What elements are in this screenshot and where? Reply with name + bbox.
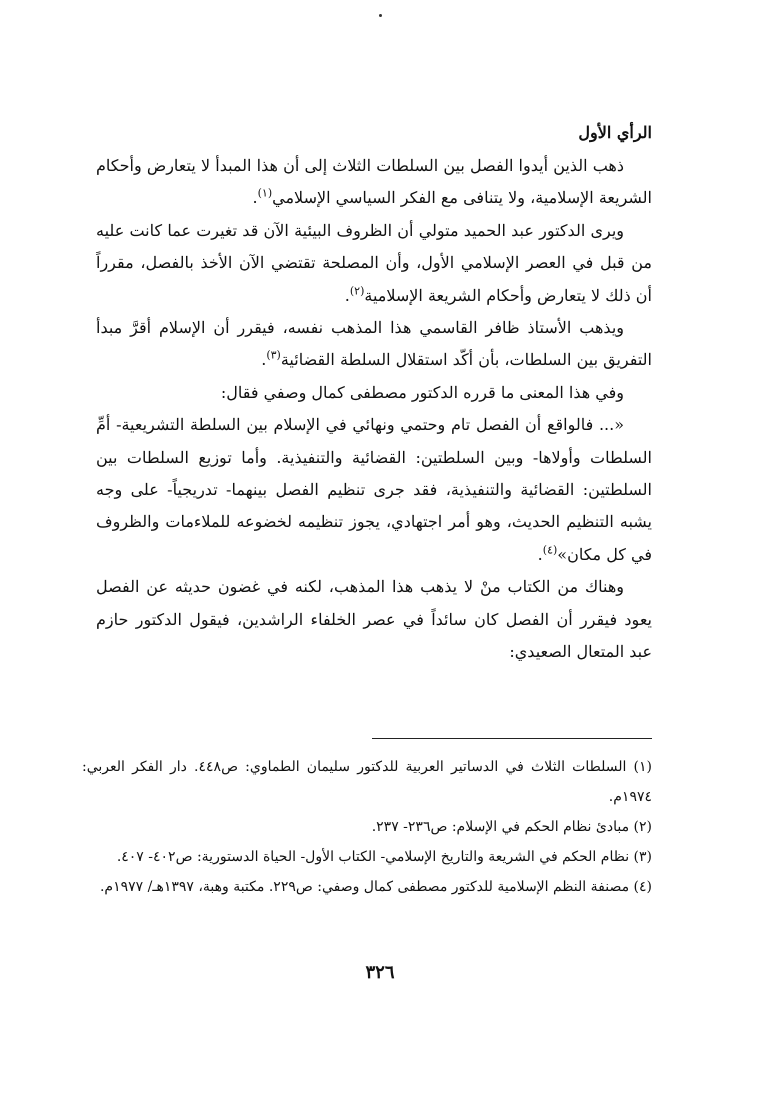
footnote-ref-1: (١) xyxy=(257,187,273,201)
paragraph-2: ويرى الدكتور عبد الحميد متولي أن الظروف البيئية الآن قد تغيرت عما كانت عليه من قبل في العصر الإسلامي الأول، وأن المصلحة تقتضي الآن الأخذ بالفصل، مقرراً أن ذلك لا يتعارض وأحكام الشريعة الإسلامية$^{(٢)}$. xyxy=(96,220,652,305)
footnote-divider xyxy=(372,738,652,739)
footnote-ref-3: (٣) xyxy=(266,349,281,363)
quote-paragraph: «... فالواقع أن الفصل تام وحتمي ونهائي في الإسلام بين السلطة التشريعية- أمِّ السلطات وأولاها- وبين السلطتين: القضائية والتنفيذية. وأما توزيع السلطات بين السلطتين: القضائية والتنفيذية، فقد جرى تنظيم الفصل بينهما- تدريجياً- على وجه يشبه التنظيم الحديث، وهو أمر اجتهادي، يجوز تنظيمه لخضوعه للملاءمات والظروف في كل مكان»$^{(٤)}$. xyxy=(96,415,652,564)
footnote-3: (٣) نظام الحكم في الشريعة والتاريخ الإسلامي- الكتاب الأول- الحياة الدستورية: ص٤٠٢- ٤٠٧. xyxy=(116,849,652,865)
section-heading: الرأي الأول xyxy=(578,123,652,142)
page-number: ٣٢٦ xyxy=(365,962,395,983)
footnote-1: (١) السلطات الثلاث في الدساتير العربية للدكتور سليمان الطماوي: ص٤٤٨. دار الفكر العربي: ١٩٧٤م. xyxy=(82,759,652,805)
footnote-2: (٢) مبادئ نظام الحكم في الإسلام: ص٢٣٦- ٢٣٧. xyxy=(371,819,652,835)
footnote-4: (٤) مصنفة النظم الإسلامية للدكتور مصطفى كمال وصفي: ص٢٢٩. مكتبة وهبة، ١٣٩٧هـ/ ١٩٧٧م. xyxy=(99,879,652,895)
footnote-ref-4: (٤) xyxy=(542,543,558,557)
paragraph-3: ويذهب الأستاذ ظافر القاسمي هذا المذهب نفسه، فيقرر أن الإسلام أقرَّ مبدأ التفريق بين السلطات، بأن أكّد استقلال السلطة القضائية$^{(٣)}$. xyxy=(96,318,652,370)
main-text xyxy=(96,120,652,669)
footnotes xyxy=(82,752,652,902)
paragraph-6: وهناك من الكتاب منْ لا يذهب هذا المذهب، لكنه في غضون حديثه عن الفصل يعود فيقرر أن الفصل كان سائداً في عصر الخلفاء الراشدين، فيقول الدكتور حازم عبد المتعال الصعيدي: xyxy=(96,577,652,662)
paragraph-1: ذهب الذين أيدوا الفصل بين السلطات الثلاث إلى أن هذا المبدأ لا يتعارض وأحكام الشريعة الإسلامية، ولا يتنافى مع الفكر السياسي الإسلامي$^{(١)}$. xyxy=(96,156,652,208)
footnote-ref-2: (٢) xyxy=(349,284,365,298)
paragraph-4: وفي هذا المعنى ما قرره الدكتور مصطفى كمال وصفي فقال: xyxy=(220,382,624,402)
scan-dot xyxy=(379,14,382,17)
